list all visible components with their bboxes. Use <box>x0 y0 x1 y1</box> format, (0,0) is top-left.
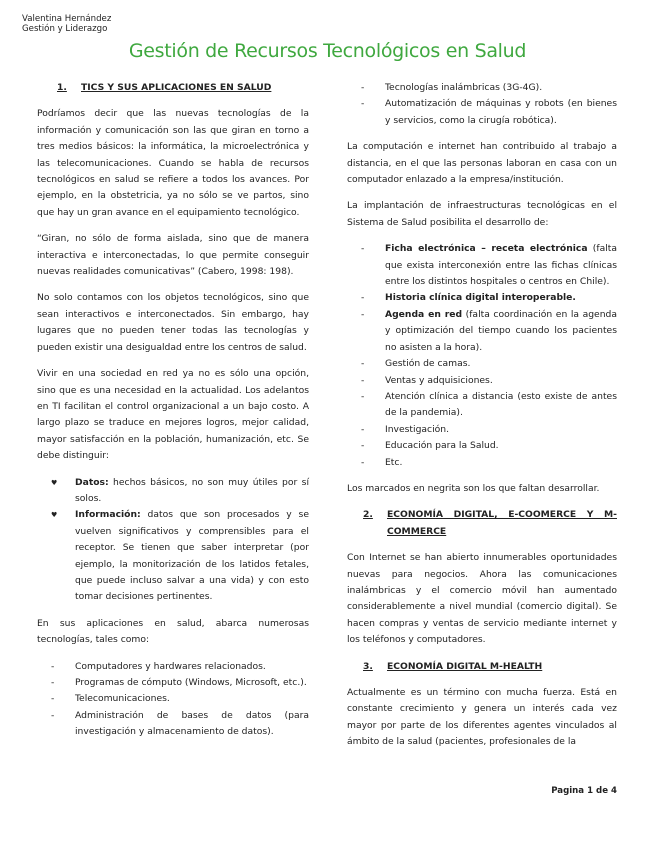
list-item: - Agenda en red (falta coordinación en la agenda y optimización del tiempo cuando los pacientes no asisten a la hora). <box>361 308 617 353</box>
definitions-list <box>37 475 309 606</box>
section3-heading: 3. ECONOMÍA DIGITAL M-HEALTH <box>363 660 543 672</box>
section1-paragraph-1: Podríamos decir que las nuevas tecnologías de la información y comunicación son las que giran en torno a tres medios básicos: la informática, la microelectrónica y las telecomunicaciones. Cuando se habla de recursos tecnológicos en salud se refiere a todos los avances. Por ejemplo, en la obstetricia, ya no sólo se ve partos, sino que hay un gran avance en el equipamiento tecnológico. <box>37 108 309 218</box>
section1-paragraph-4: En sus aplicaciones en salud, abarca numerosas tecnologías, tales como: <box>37 617 309 646</box>
list-item: - Etc. <box>361 456 403 468</box>
heart-bullet-icon: ♥ <box>51 511 58 520</box>
section1-paragraph-6: La implantación de infraestructuras tecnológicas en el Sistema de Salud posibilita el desarrollo de: <box>347 200 617 228</box>
course-name: Gestión y Liderazgo <box>22 24 108 34</box>
left-column <box>37 80 309 751</box>
section2-paragraph-1: Con Internet se han abierto innumerables oportunidades nuevas para negocios. Ahora las comunicaciones inalámbricas y el comercio móvil han aumentado considerablemente a nivel mundial (comercio digital). Se hacen compras y ventas de servicio mediante internet y los teléfonos y computadores. <box>347 552 617 646</box>
section1-paragraph-3: Vivir en una sociedad en red ya no es sólo una opción, sino que es una necesidad en la actualidad. Los adelantos en TI facilitan el control organizacional a un bajo costo. A largo plazo se traduce en mejores logros, mejor calidad, mayor satisfacción en la población, humanización, etc. Se debe distinguir: <box>37 368 309 462</box>
technologies-list-continued <box>347 80 617 129</box>
list-item: - Computadores y hardwares relacionados. <box>51 660 266 672</box>
list-item: - Ventas y adquisiciones. <box>361 374 493 386</box>
list-item: - Telecomunicaciones. <box>51 693 170 705</box>
author-name: Valentina Hernández <box>22 14 112 24</box>
section1-heading: 1. TICS Y SUS APLICACIONES EN SALUD <box>57 82 272 93</box>
document-title: Gestión de Recursos Tecnológicos en Salud <box>128 40 527 62</box>
section1-paragraph-7: Los marcados en negrita son los que faltan desarrollar. <box>347 482 600 494</box>
list-item: - Investigación. <box>361 423 449 435</box>
list-item: - Atención clínica a distancia (esto existe de antes de la pandemia). <box>361 390 617 419</box>
list-item: - Gestión de camas. <box>361 358 471 370</box>
list-item: - Ficha electrónica – receta electrónica (falta que exista interconexión entre las fichas clínicas entre los distintos hospitales o centros en Chile). <box>361 243 617 288</box>
page-header <box>22 14 111 34</box>
list-item: - Automatización de máquinas y robots (en bienes y servicios, como la cirugía robótica). <box>361 98 617 126</box>
list-item: - Historia clínica digital interoperable. <box>361 292 576 304</box>
heart-bullet-icon: ♥ <box>51 478 58 487</box>
development-list <box>347 241 617 471</box>
section1-quote: “Giran, no sólo de forma aislada, sino que de manera interactiva e interconectadas, lo que permite conseguir nuevas realidades comunicativas” (Cabero, 1998: 198). <box>37 233 309 278</box>
list-item: ♥ Datos: hechos básicos, no son muy útiles por sí solos. <box>51 476 309 504</box>
section3-paragraph-1: Actualmente es un término con mucha fuerza. Está en constante crecimiento y genera un interés cada vez mayor por parte de los diferentes agentes vinculados al ámbito de la salud (pacientes, profesionales de la <box>347 687 617 748</box>
list-item: ♥ Información: datos que son procesados y se vuelven significativos y comprensibles para el receptor. Se tienen que saber interpretar (por ejemplo, la monitorización de los latidos fetales, que puede incluso salvar a una vida) y con esto tomar decisiones pertinentes. <box>51 509 309 603</box>
section2-heading: 2. ECONOMÍA DIGITAL, E-COOMERCE Y M-COMMERCE <box>363 509 617 537</box>
list-item: - Programas de cómputo (Windows, Microsoft, etc.). <box>51 677 307 688</box>
list-item: - Educación para la Salud. <box>361 440 499 452</box>
list-item: - Administración de bases de datos (para investigación y almacenamiento de datos). <box>51 709 309 738</box>
list-item: - Tecnologías inalámbricas (3G-4G). <box>361 82 543 93</box>
technologies-list <box>37 659 309 741</box>
section1-paragraph-2: No solo contamos con los objetos tecnológicos, sino que sean interactivos e interconectados. Sin embargo, hay lugares que no pueden tener todas las tecnologías y pueden existir una desigualdad entre los centros de salud. <box>37 292 309 353</box>
page-number: Pagina 1 de 4 <box>551 786 617 796</box>
section1-paragraph-5: La computación e internet han contribuido al trabajo a distancia, en el que las personas laboran en casa con un computador enlazado a la empresa/institución. <box>347 141 617 186</box>
right-column <box>347 80 617 761</box>
